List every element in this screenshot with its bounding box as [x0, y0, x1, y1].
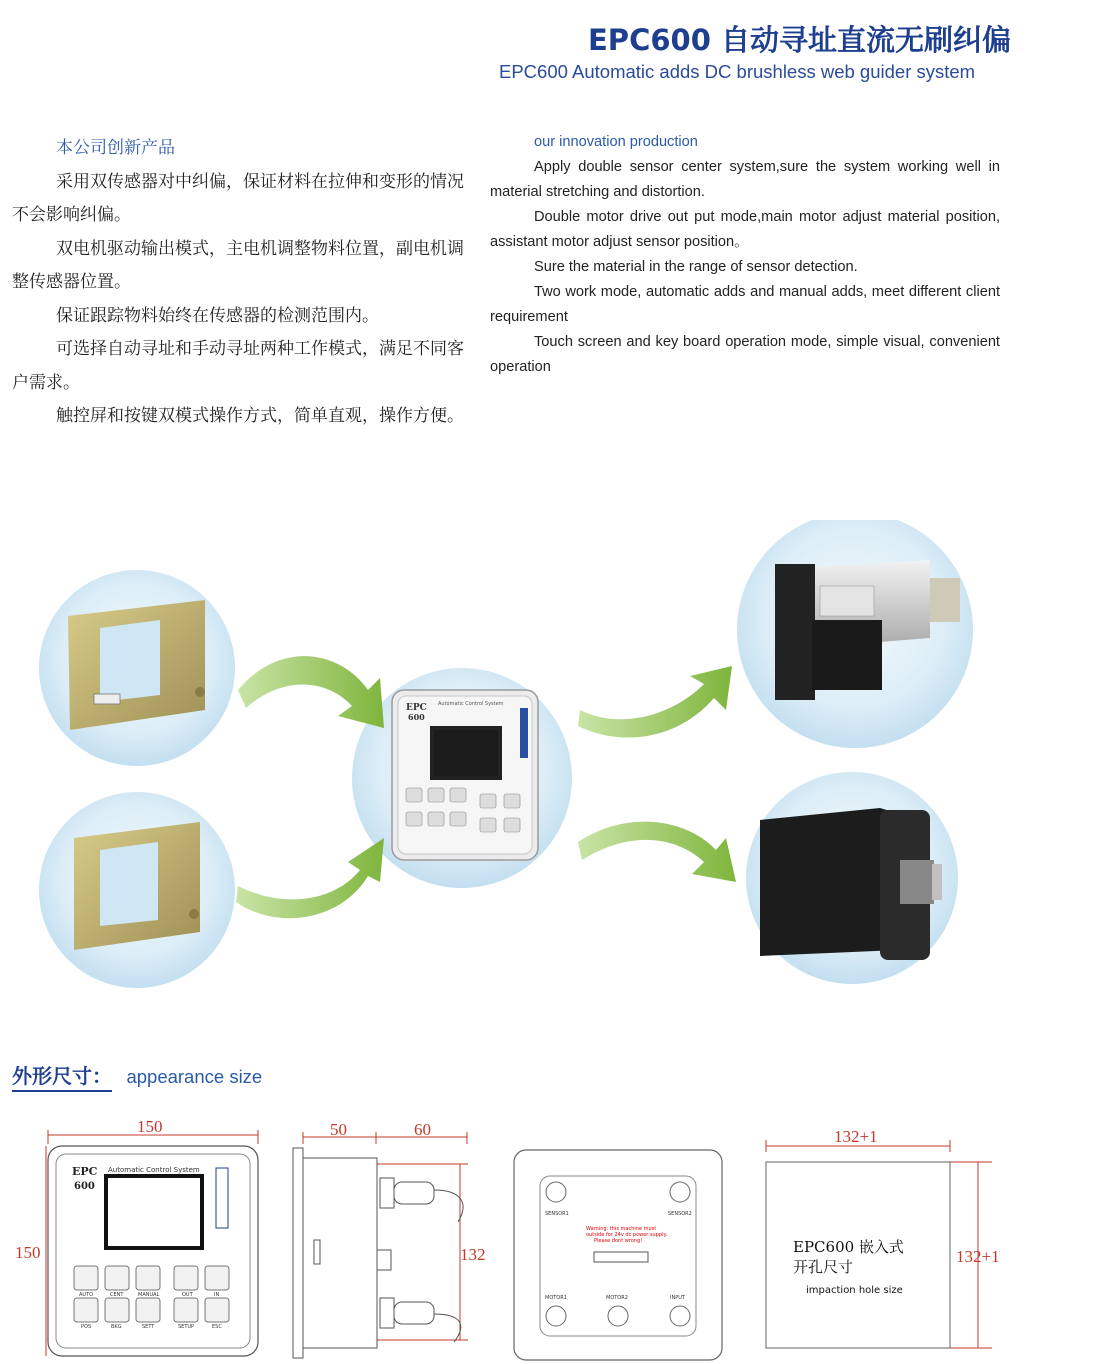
- page-title-cn: EPC600 自动寻址直流无刷纠偏: [588, 23, 1011, 57]
- front-brand-text: EPC: [72, 1165, 98, 1178]
- edge-sensor-bottom: [74, 822, 200, 950]
- arrow-icon: [236, 838, 384, 918]
- sensor2-label: SENSOR2: [668, 1211, 692, 1217]
- cn-paragraph: 双电机驱动输出模式，主电机调整物料位置，副电机调整传感器位置。: [12, 238, 464, 292]
- front-system-label: Automatic Control System: [108, 1166, 200, 1174]
- cutout-height-dimension: 132+1: [956, 1247, 1000, 1266]
- warning-text-3: Please dont wrong!: [594, 1238, 643, 1244]
- front-height-dimension: 150: [15, 1243, 41, 1262]
- key-label-sett: SETT: [142, 1324, 155, 1330]
- cutout-width-dimension: 132+1: [834, 1127, 878, 1146]
- side-depth-dimension-2: 60: [414, 1120, 431, 1139]
- key-label-cent: CENT: [110, 1292, 124, 1298]
- appearance-size-title-en: appearance size: [126, 1066, 263, 1087]
- controller-panel: [392, 690, 538, 860]
- key-label-esc: ESC: [212, 1324, 222, 1330]
- front-width-dimension: 150: [137, 1117, 163, 1136]
- warning-text-2: outside for 24v dc power supply.: [586, 1232, 668, 1238]
- key-label-setup: SETUP: [178, 1324, 195, 1330]
- arrow-icon: [578, 822, 736, 882]
- arrow-icon: [238, 656, 384, 728]
- cn-paragraph: 触控屏和按键双模式操作方式，简单直观，操作方便。: [56, 406, 464, 426]
- key-label-in: IN: [214, 1292, 220, 1298]
- key-label-bkg: BKG: [111, 1324, 122, 1330]
- en-paragraph: Touch screen and key board operation mode, simple visual, convenient operation: [490, 334, 1000, 375]
- edge-sensor-top: [68, 600, 205, 730]
- side-view-drawing: [293, 1120, 486, 1358]
- cn-heading: 本公司创新产品: [56, 138, 175, 158]
- en-paragraph: Two work mode, automatic adds and manual adds, meet different client requirement: [490, 284, 1000, 325]
- back-view-drawing: [514, 1150, 722, 1360]
- en-paragraph: Apply double sensor center system,sure the system working well in material stretching and distortion.: [490, 159, 1000, 200]
- front-model-text: 600: [74, 1181, 95, 1192]
- cutout-label-cn-2: 开孔尺寸: [793, 1258, 854, 1276]
- sensor1-label: SENSOR1: [545, 1211, 569, 1217]
- appearance-size-title: [12, 1060, 262, 1089]
- chinese-description: [12, 132, 464, 434]
- cn-paragraph: 采用双传感器对中纠偏，保证材料在拉伸和变形的情况不会影响纠偏。: [12, 171, 464, 225]
- warning-text-1: Warning: this machine must: [586, 1226, 657, 1232]
- arrow-icon: [578, 666, 732, 738]
- cutout-drawing: [766, 1127, 1000, 1348]
- servo-motor-bottom: [760, 808, 942, 960]
- cn-paragraph: 可选择自动寻址和手动寻址两种工作模式，满足不同客户需求。: [12, 339, 464, 393]
- page-title-en: EPC600 Automatic adds DC brushless web guider system: [499, 61, 976, 82]
- en-paragraph: Double motor drive out put mode,main motor adjust material position, assistant motor adjust sensor position。: [490, 209, 1000, 250]
- motor2-label: MOTOR2: [606, 1295, 628, 1301]
- side-depth-dimension-1: 50: [330, 1120, 347, 1139]
- controller-system-label: Automatic Control System: [438, 701, 504, 707]
- dimension-drawings: [0, 1110, 1120, 1364]
- front-view-drawing: [15, 1117, 258, 1356]
- controller-brand: EPC: [406, 703, 427, 713]
- appearance-size-title-cn: 外形尺寸：: [12, 1064, 112, 1092]
- key-label-pos: POS: [81, 1324, 92, 1330]
- controller-model: 600: [408, 712, 425, 722]
- motor1-label: MOTOR1: [545, 1295, 567, 1301]
- en-heading: our innovation production: [534, 134, 698, 150]
- cutout-label-en: impaction hole size: [806, 1285, 903, 1296]
- cn-paragraph: 保证跟踪物料始终在传感器的检测范围内。: [56, 305, 379, 326]
- system-diagram: [0, 520, 1120, 1030]
- key-label-manual: MANUAL: [138, 1292, 160, 1298]
- key-label-auto: AUTO: [79, 1292, 94, 1298]
- key-label-out: OUT: [182, 1292, 193, 1298]
- english-description: [490, 130, 1000, 380]
- side-height-dimension: 132: [460, 1245, 486, 1264]
- input-label: INPUT: [670, 1295, 685, 1301]
- cutout-label-cn-1: EPC600 嵌入式: [793, 1238, 904, 1256]
- en-paragraph: Sure the material in the range of sensor detection.: [534, 259, 858, 275]
